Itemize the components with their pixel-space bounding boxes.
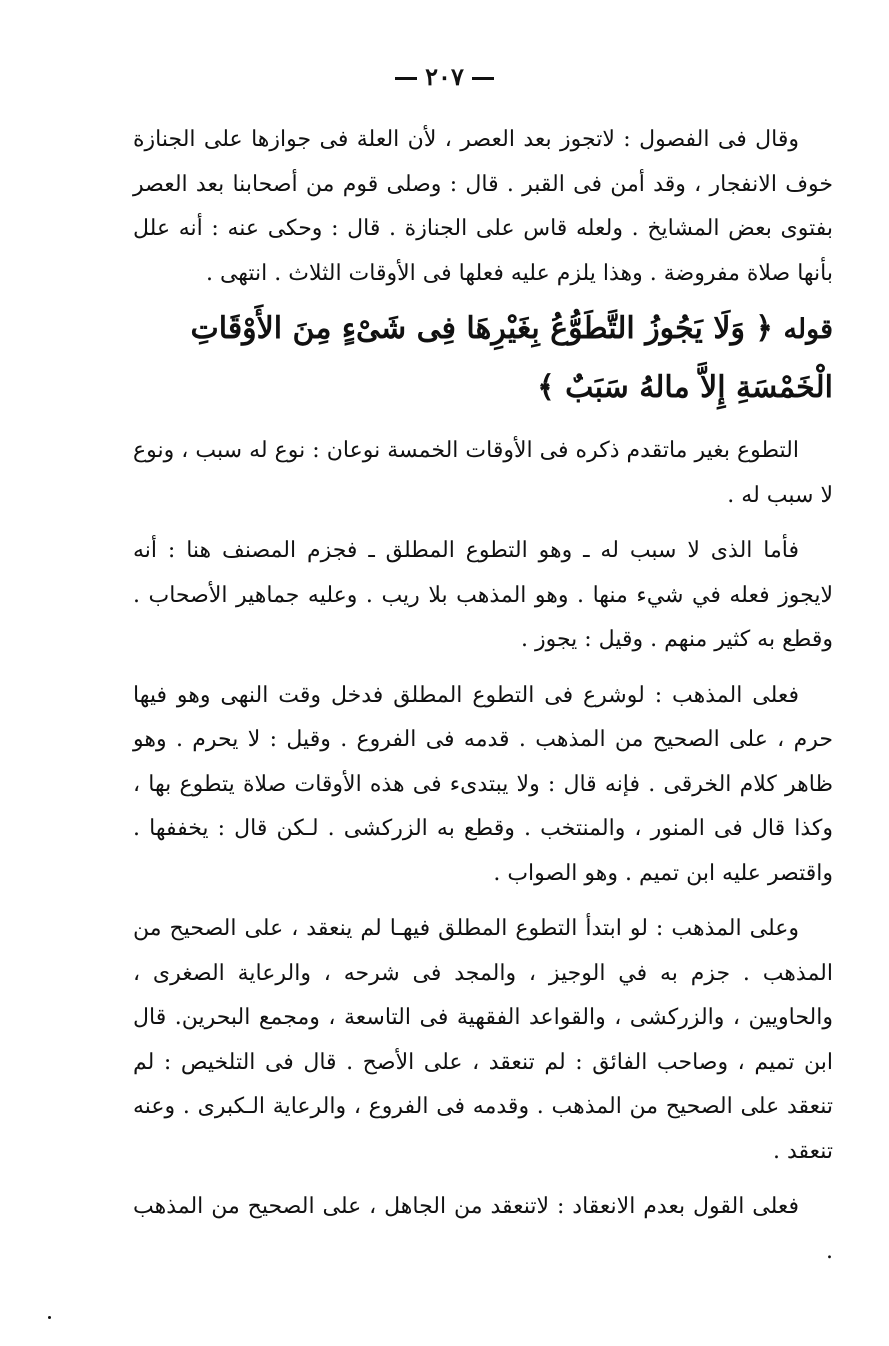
quote-text: وَلَا يَجُوزُ التَّطَوُّعُ بِغَيْرِهَا فِى شَىْءٍ مِنَ الأَوْقَاتِ الْخَمْسَةِ إِلاَّ مالهُ سَبَبٌ xyxy=(190,311,833,405)
page-number-text: ٢٠٧ xyxy=(425,62,464,91)
quote-open-bracket: ﴿ xyxy=(755,311,773,346)
paragraph-types: التطوع بغير ماتقدم ذكره فى الأوقات الخمسة نوعان : نوع له سبب ، ونوع لا سبب له . xyxy=(133,438,833,508)
page-number xyxy=(0,62,889,91)
paragraph-shuru: فعلى المذهب : لوشرع فى التطوع المطلق فدخل وقت النهى وهو فيها حرم ، على الصحيح من المذهب . قدمه فى الفروع . وقيل : لا يحرم . وهو ظاهر كلام الخرقى . فإنه قال : ولا يبتدىء فى هذه الأوقات صلاة يتطوع بها ، وكذا قال فى المنور ، والمنتخب . وقطع به الزركشى . لـكن قال : يخففها . واقتصر عليه ابن تميم . وهو الصواب . xyxy=(133,682,833,886)
quote-close-bracket: ﴾ xyxy=(537,370,555,405)
paragraph-ibtida: وعلى المذهب : لو ابتدأ التطوع المطلق فيهـا لم ينعقد ، على الصحيح من المذهب . جزم به في الوجيز ، والمجد فى شرحه ، والرعاية الصغرى ، والحاويين ، والزركشى ، والقواعد الفقهية فى التاسعة ، ومجمع البحرين. قال ابن تميم ، وصاحب الفائق : لم تنعقد ، على الأصح . قال فى التلخيص : لم تنعقد على الصحيح من المذهب . وقدمه فى الفروع ، والرعاية الـكبرى . وعنه تنعقد . xyxy=(133,916,833,1164)
paragraph-fusul: وقال فى الفصول : لاتجوز بعد العصر ، لأن العلة فى جوازها على الجنازة خوف الانفجار ، وقد أمن فى القبر . قال : وصلى قوم من أصحابنا بعد العصر بفتوى بعض المشايخ . ولعله قاس على الجنازة . قال : وحكى عنه : أنه علل بأنها صلاة مفروضة . وهذا يلزم عليه فعلها فى الأوقات الثلاث . انتهى . xyxy=(133,127,833,286)
right-dash xyxy=(395,77,417,80)
paragraph-mutlaq: فأما الذى لا سبب له ـ وهو التطوع المطلق ـ فجزم المصنف هنا : أنه لايجوز فعله في شيء منها . وهو المذهب بلا ريب . وعليه جماهير الأصحاب . وقطع به كثير منهم . وقيل : يجوز . xyxy=(133,538,833,652)
quote-label: قوله xyxy=(783,314,833,345)
matn-quote xyxy=(133,300,833,417)
text-body xyxy=(133,118,833,1274)
stray-dot xyxy=(48,1316,51,1319)
left-dash xyxy=(472,77,494,80)
paragraph-jahil: فعلى القول بعدم الانعقاد : لاتنعقد من الجاهل ، على الصحيح من المذهب . xyxy=(133,1194,833,1264)
